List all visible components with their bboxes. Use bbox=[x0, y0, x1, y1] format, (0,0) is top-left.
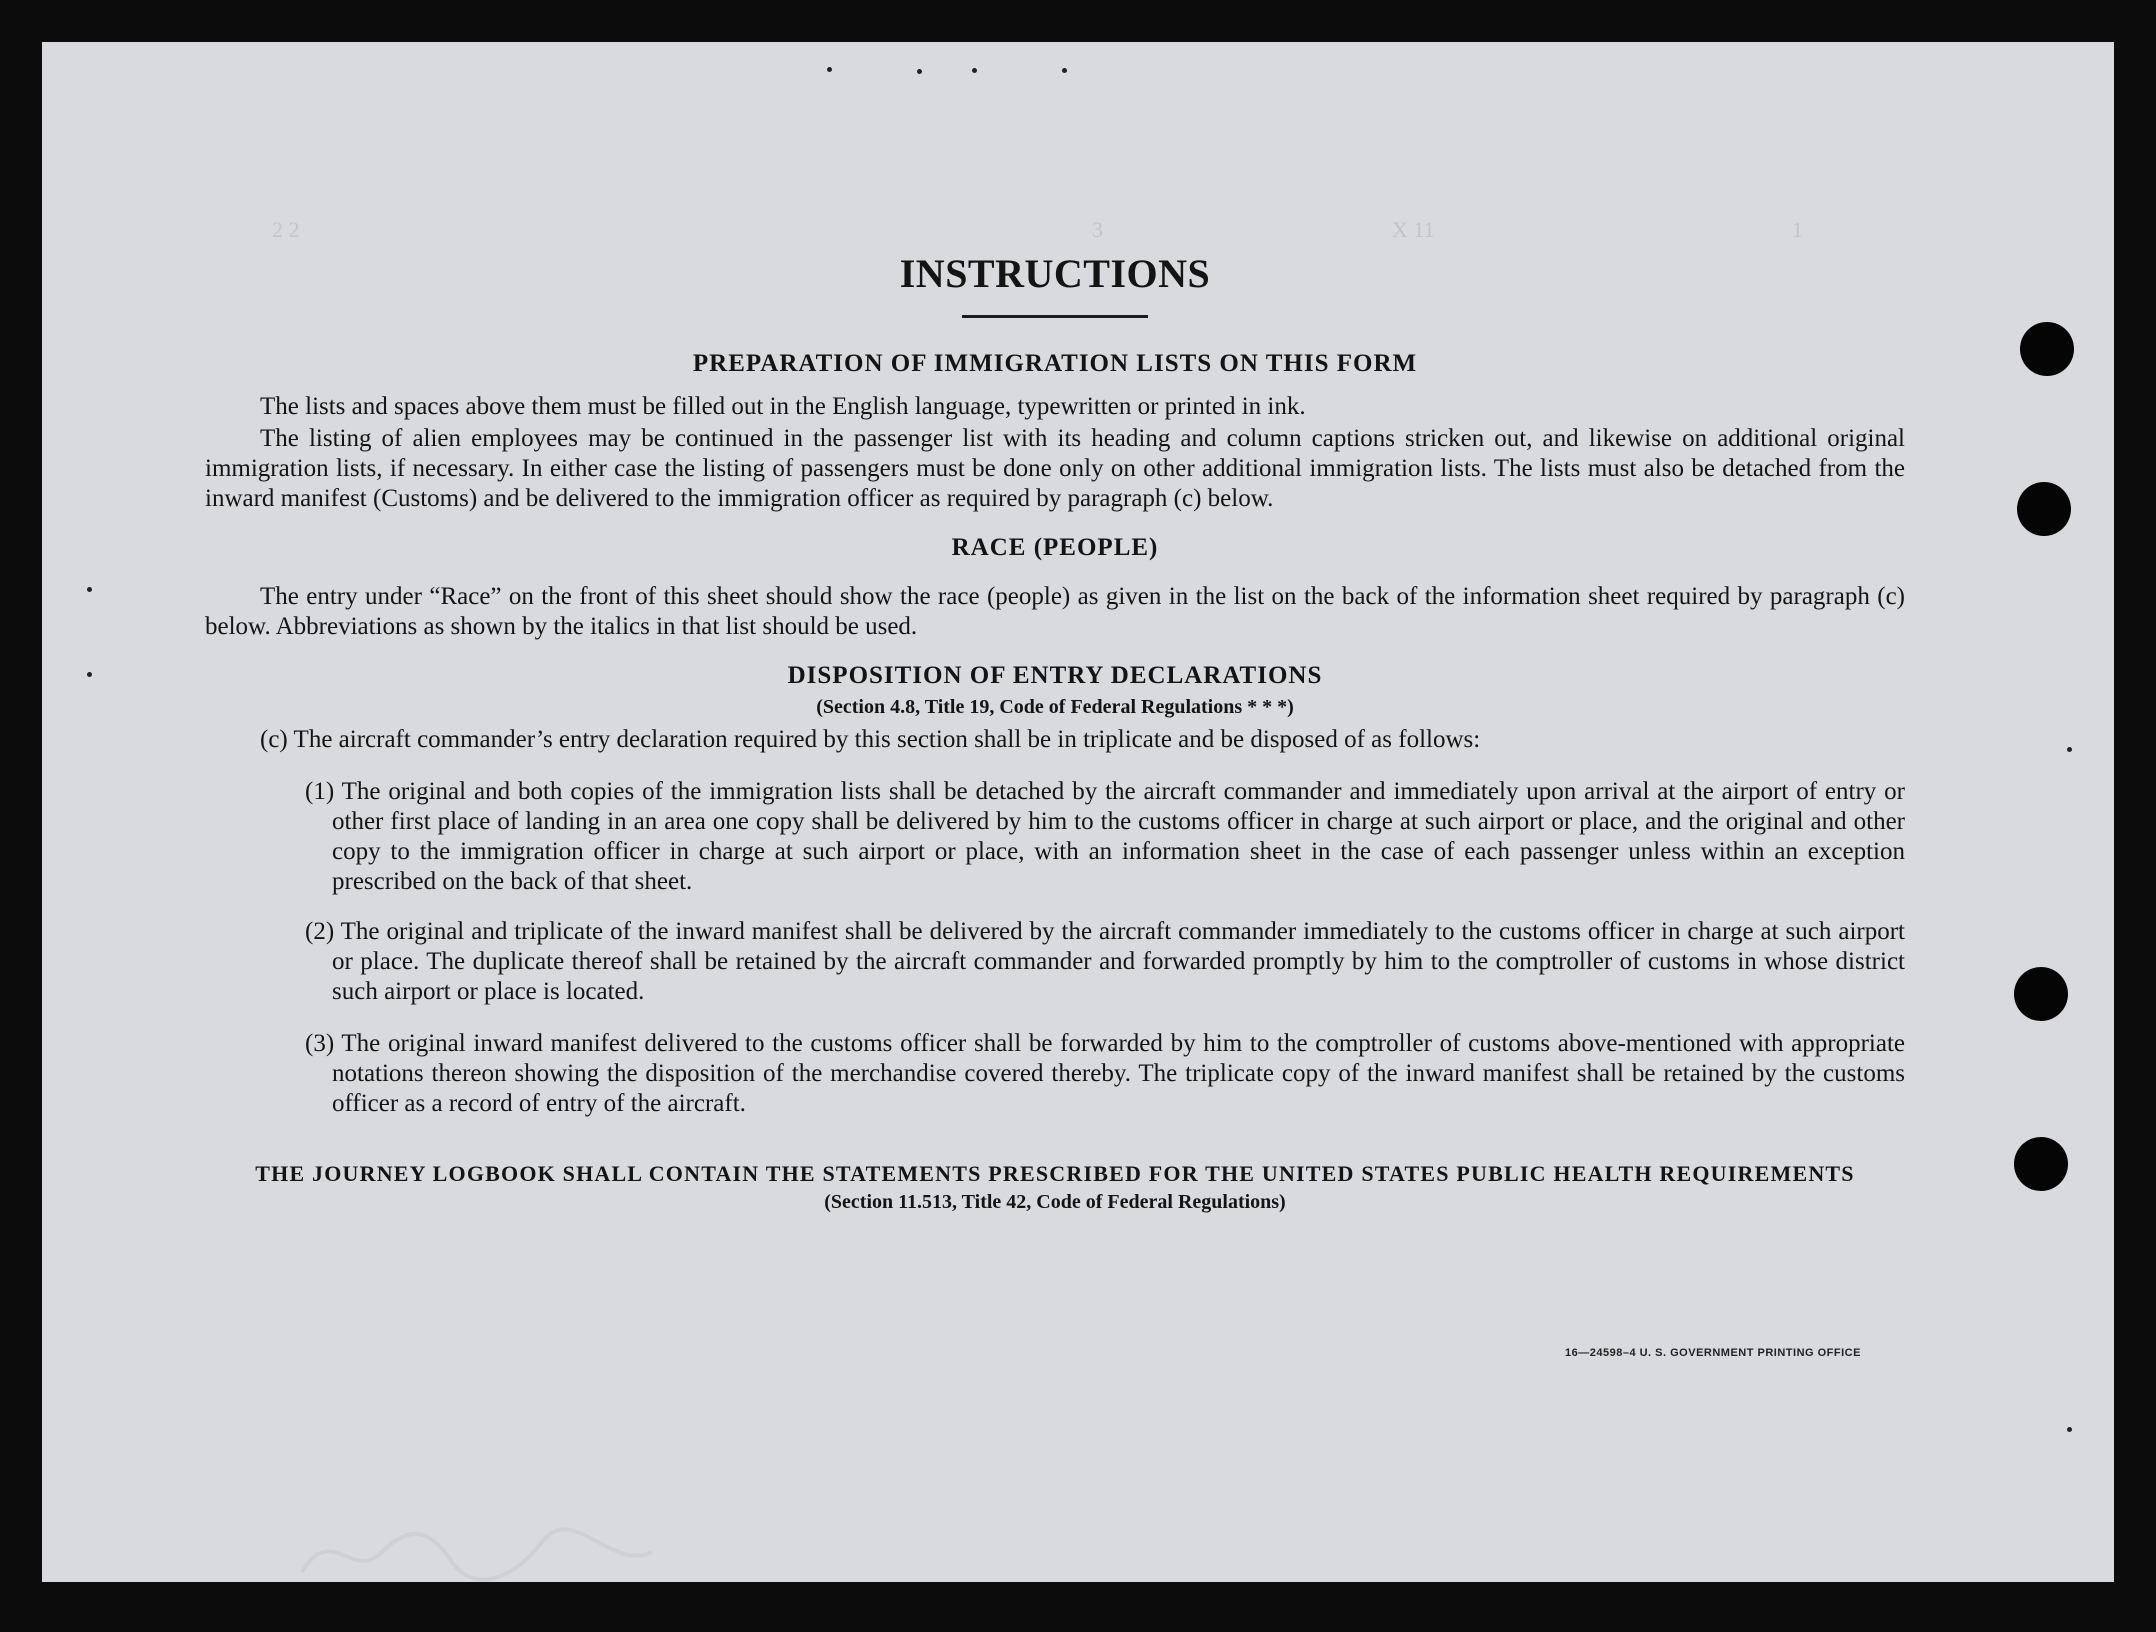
instructions-content bbox=[205, 210, 1905, 1214]
preparation-paragraph-2: The listing of alien employees may be continued in the passenger list with its heading and column captions stricken out, and likewise on additional original immigration lists, if necessary. In either case the listing of passengers must be done only on other additional immigration lists. The lists must also be detached from the inward manifest (Customs) and be delivered to the immigration officer as required by paragraph (c) below. bbox=[205, 425, 1905, 512]
preparation-heading: PREPARATION OF IMMIGRATION LISTS ON THIS FORM bbox=[692, 350, 1418, 377]
faint-signature bbox=[292, 1512, 712, 1592]
disposition-item-2: (2) The original and triplicate of the inward manifest shall be delivered by the aircraft commander immediately to the customs officer in charge at such airport or place. The duplicate thereof shall be retained by the aircraft commander and forwarded promptly by him to the comptroller of customs in whose district such airport or place is located. bbox=[305, 918, 1905, 1005]
speck bbox=[2067, 1427, 2072, 1432]
closing-statement: THE JOURNEY LOGBOOK SHALL CONTAIN THE STATEMENTS PRESCRIBED FOR THE UNITED STATES PUBLIC HEALTH REQUIREMENTS bbox=[255, 1161, 1855, 1186]
disposition-subheading: (Section 4.8, Title 19, Code of Federal Regulations * * *) bbox=[816, 696, 1294, 718]
punch-hole bbox=[2017, 482, 2071, 536]
speck bbox=[827, 67, 832, 72]
disposition-heading: DISPOSITION OF ENTRY DECLARATIONS bbox=[787, 662, 1323, 689]
punch-hole bbox=[2014, 1137, 2068, 1191]
speck bbox=[917, 69, 922, 74]
speck bbox=[1062, 68, 1067, 73]
bleed-through-marks: 2 2 3 X 11 1 bbox=[272, 217, 1803, 242]
closing-citation: (Section 11.513, Title 42, Code of Federal Regulations) bbox=[824, 1191, 1286, 1213]
disposition-intro: (c) The aircraft commander’s entry declaration required by this section shall be in triplicate and be disposed of as follows: bbox=[260, 726, 1481, 753]
printer-mark: 16—24598–4 U. S. GOVERNMENT PRINTING OFFICE bbox=[1565, 1347, 1861, 1359]
speck bbox=[87, 672, 92, 677]
punch-hole bbox=[2020, 322, 2074, 376]
speck bbox=[87, 587, 92, 592]
page-title: INSTRUCTIONS bbox=[899, 251, 1211, 296]
speck bbox=[972, 68, 977, 73]
preparation-paragraph-1: The lists and spaces above them must be filled out in the English language, typewritten or printed in ink. bbox=[260, 393, 1306, 420]
title-underline bbox=[962, 315, 1148, 318]
speck bbox=[2067, 747, 2072, 752]
race-heading: RACE (PEOPLE) bbox=[951, 534, 1159, 561]
race-paragraph: The entry under “Race” on the front of this sheet should show the race (people) as given in the list on the back of the information sheet required by paragraph (c) below. Abbreviations as shown by the italics in that list should be used. bbox=[205, 583, 1905, 640]
disposition-item-3: (3) The original inward manifest delivered to the customs officer shall be forwarded by him to the comptroller of customs above-mentioned with appropriate notations thereon showing the disposition of the merchandise covered thereby. The triplicate copy of the inward manifest shall be retained by the customs officer as a record of entry of the aircraft. bbox=[305, 1030, 1905, 1117]
punch-hole bbox=[2014, 967, 2068, 1021]
disposition-item-1: (1) The original and both copies of the immigration lists shall be detached by the aircraft commander and immediately upon arrival at the airport of entry or other first place of landing in an area one copy shall be delivered by him to the customs officer in charge at such airport or place, and the original and other copy to the immigration officer in charge at such airport or place, with an information sheet in the case of each passenger unless within an exception prescribed on the back of that sheet. bbox=[305, 778, 1905, 895]
